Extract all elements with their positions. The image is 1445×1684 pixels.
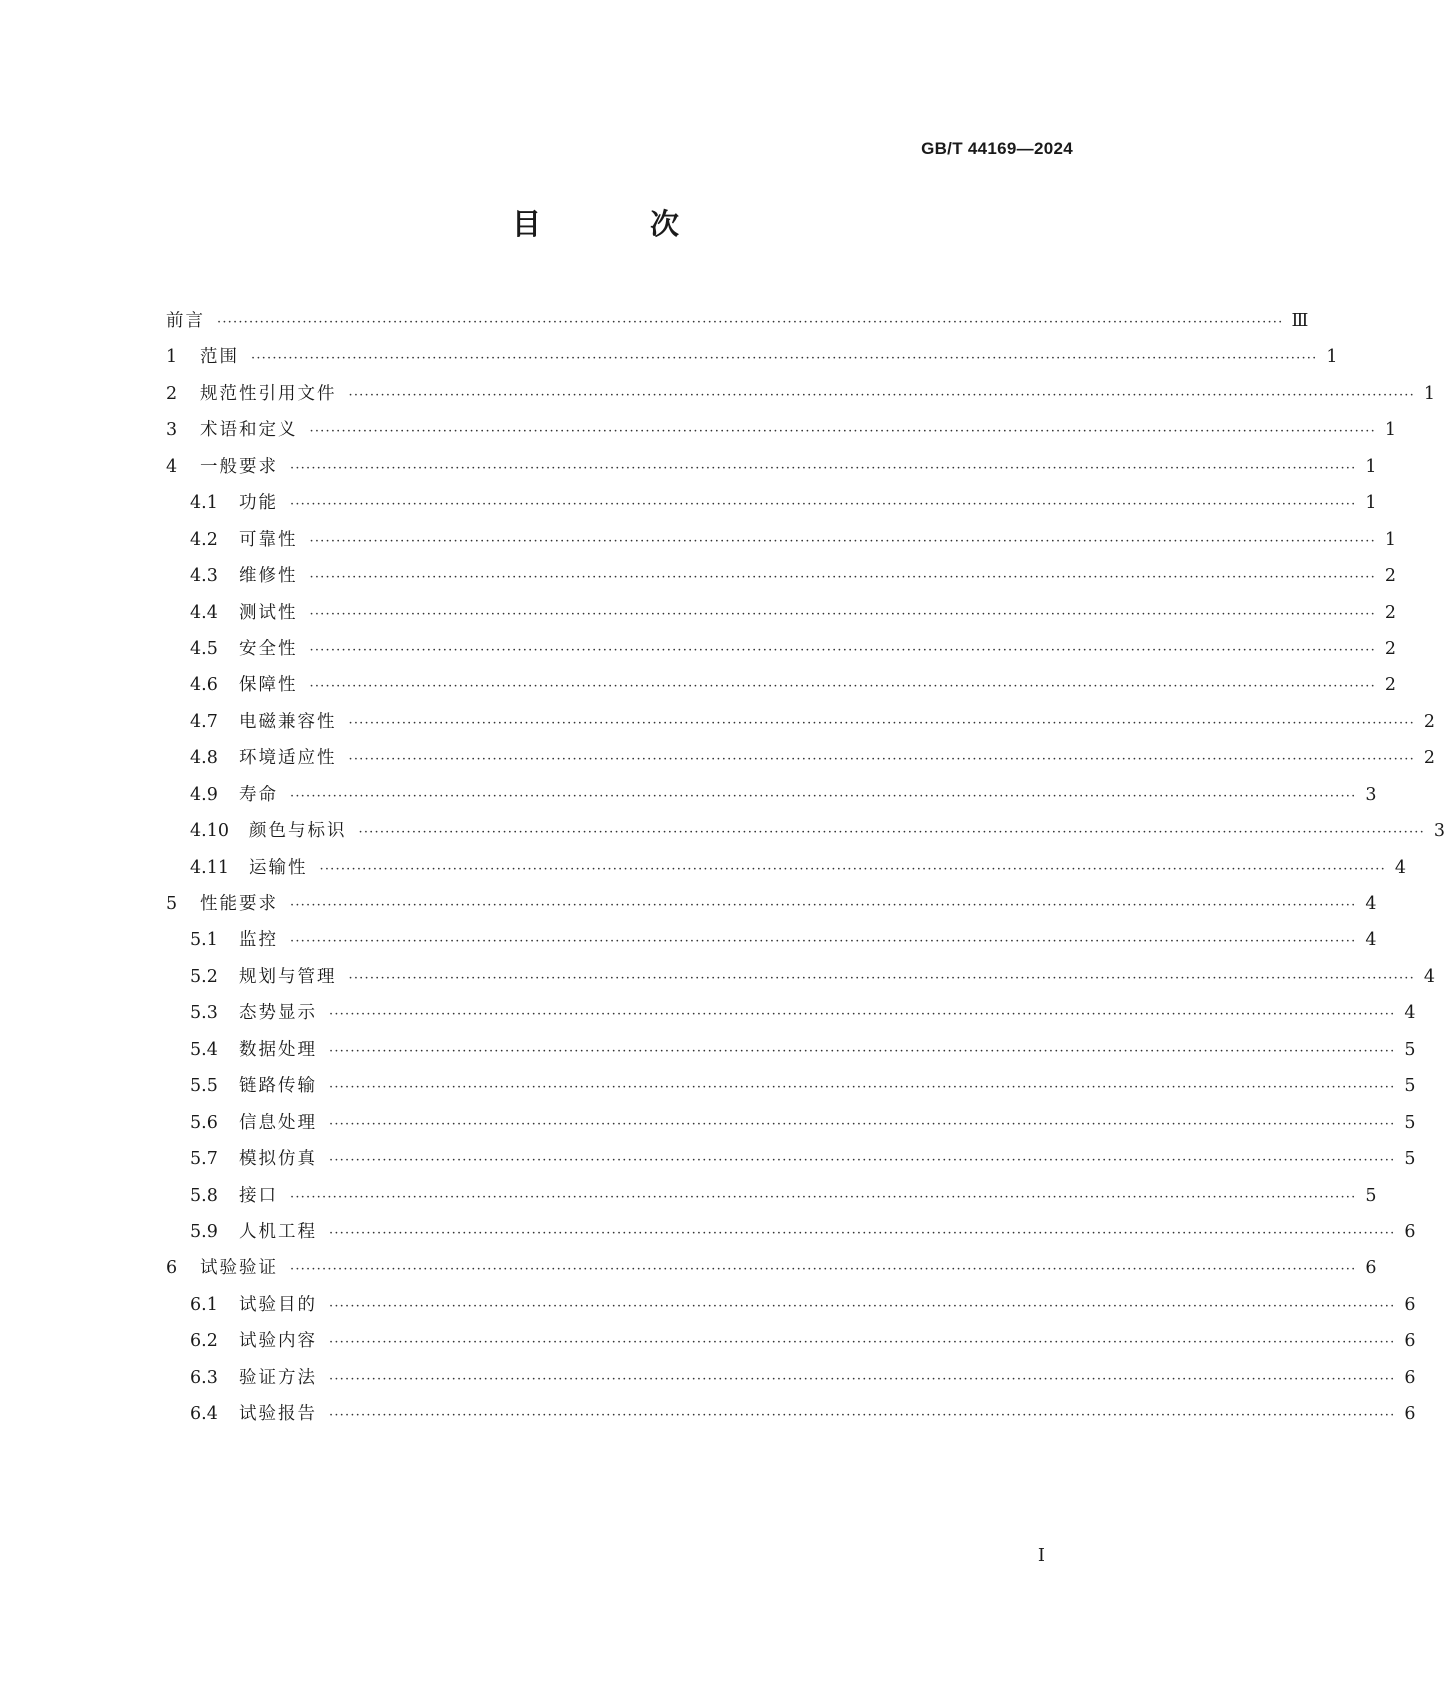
toc-entry-page: 5 — [1404, 1039, 1416, 1060]
toc-entry-label: 试验内容 — [239, 1331, 317, 1352]
toc-entry-page: 6 — [1404, 1221, 1416, 1242]
toc-entry-label: 颜色与标识 — [249, 821, 347, 842]
toc-entry[interactable] — [166, 959, 1435, 995]
toc-entry-number: 5.4 — [190, 1039, 218, 1060]
toc-entry-page: 4 — [1404, 1003, 1416, 1024]
dot-leader: ········································································································································································································ — [290, 1262, 1357, 1278]
toc-entry-label: 安全性 — [239, 638, 298, 659]
toc-entry-number: 4.10 — [190, 821, 229, 842]
dot-leader: ········································································································································································································ — [329, 1116, 1396, 1132]
dot-leader: ········································································································································································································ — [290, 898, 1357, 913]
toc-entry-label: 人机工程 — [239, 1221, 317, 1242]
toc-entry-number: 6.4 — [190, 1404, 218, 1425]
toc-entry-page: 4 — [1365, 930, 1377, 951]
toc-entry-page: 4 — [1365, 894, 1377, 914]
toc-entry-label: 寿命 — [239, 784, 278, 805]
toc-entry-page: 1 — [1365, 456, 1377, 477]
toc-entry-number: 4.2 — [190, 529, 218, 550]
toc-entry-label: 验证方法 — [239, 1367, 317, 1388]
toc-entry-label: 可靠性 — [239, 529, 298, 550]
toc-entry[interactable] — [166, 522, 1396, 558]
toc-entry-page: 4 — [1394, 857, 1406, 878]
toc-entry-label: 态势显示 — [239, 1003, 317, 1024]
toc-entry-number: 1 — [166, 347, 178, 368]
toc-entry-page: 2 — [1384, 566, 1396, 587]
toc-entry-number: 3 — [166, 420, 178, 441]
dot-leader: ········································································································································································································ — [358, 825, 1425, 841]
toc-entry-label: 环境适应性 — [239, 748, 337, 769]
toc-entry[interactable] — [166, 667, 1396, 703]
toc-entry-number: 5.1 — [190, 930, 218, 951]
dot-leader: ········································································································································································································ — [329, 1335, 1396, 1351]
dot-leader: ········································································································································································································ — [309, 424, 1376, 440]
standard-number: GB/T 44169—2024 — [921, 139, 1073, 158]
dot-leader: ········································································································································································································ — [290, 460, 1357, 476]
toc-entry-label: 链路传输 — [239, 1076, 317, 1097]
page-title: 目 次 — [511, 207, 719, 241]
toc-entry[interactable] — [166, 922, 1377, 958]
toc-entry-page: 1 — [1326, 347, 1338, 368]
toc-entry-page: 6 — [1404, 1367, 1416, 1388]
toc-entry-page: 4 — [1423, 966, 1435, 987]
toc-entry[interactable] — [166, 1360, 1416, 1396]
toc-entry-number: 4.7 — [190, 711, 218, 732]
toc-entry[interactable] — [166, 850, 1406, 886]
toc-entry-page: 2 — [1384, 638, 1396, 659]
dot-leader: ········································································································································································································ — [290, 788, 1357, 804]
toc-entry-number: 4 — [166, 456, 178, 477]
toc-entry-number: 5.8 — [190, 1185, 218, 1206]
toc-entry-number: 6.1 — [190, 1294, 218, 1315]
toc-entry-label: 维修性 — [239, 566, 298, 587]
toc-entry-page: 5 — [1404, 1149, 1416, 1170]
toc-entry-page: 1 — [1423, 383, 1435, 404]
toc-entry-label: 监控 — [239, 930, 278, 951]
toc-entry-number: 5 — [166, 894, 178, 914]
toc-entry-page: 1 — [1365, 493, 1377, 514]
toc-entry-label: 试验目的 — [239, 1294, 317, 1315]
toc-entry-number: 4.9 — [190, 784, 218, 805]
toc-entry[interactable] — [166, 376, 1435, 412]
toc-entry-number: 5.5 — [190, 1076, 218, 1097]
dot-leader: ········································································································································································································ — [329, 1408, 1396, 1424]
toc-entry-page: 6 — [1404, 1331, 1416, 1352]
toc-entry[interactable] — [166, 339, 1338, 375]
dot-leader: ········································································································································································································ — [309, 606, 1376, 622]
toc-entry-label: 试验验证 — [200, 1258, 278, 1279]
table-of-contents — [166, 303, 1445, 1433]
toc-entry[interactable] — [166, 1141, 1416, 1177]
dot-leader: ········································································································································································································ — [348, 752, 1415, 768]
toc-entry[interactable] — [166, 631, 1396, 667]
toc-entry[interactable] — [166, 449, 1377, 485]
toc-entry-page: 2 — [1384, 602, 1396, 623]
toc-entry-number: 4.11 — [190, 857, 229, 878]
dot-leader: ········································································································································································································ — [309, 570, 1376, 586]
toc-entry[interactable] — [166, 303, 1309, 339]
toc-entry[interactable] — [166, 813, 1445, 849]
dot-leader: ········································································································································································································ — [329, 1080, 1396, 1096]
dot-leader: ········································································································································································································ — [319, 861, 1386, 877]
toc-entry[interactable] — [166, 777, 1377, 813]
toc-entry-label: 前言 — [166, 311, 205, 331]
toc-entry-page: 2 — [1423, 748, 1435, 769]
toc-entry-number: 5.6 — [190, 1112, 218, 1133]
toc-entry-page: Ⅲ — [1291, 311, 1309, 331]
toc-entry-number: 5.3 — [190, 1003, 218, 1024]
dot-leader: ········································································································································································································ — [290, 1189, 1357, 1205]
toc-entry-page: 5 — [1404, 1112, 1416, 1133]
toc-entry-number: 5.2 — [190, 966, 218, 987]
toc-entry-number: 4.4 — [190, 602, 218, 623]
toc-entry[interactable] — [166, 1323, 1416, 1359]
toc-entry-page: 3 — [1365, 784, 1377, 805]
toc-entry-number: 2 — [166, 383, 178, 404]
dot-leader: ········································································································································································································ — [329, 1007, 1396, 1023]
toc-entry-page: 1 — [1384, 420, 1396, 441]
toc-entry-label: 规范性引用文件 — [200, 383, 337, 404]
dot-leader: ········································································································································································································ — [329, 1153, 1396, 1169]
toc-entry-label: 模拟仿真 — [239, 1149, 317, 1170]
toc-entry[interactable] — [166, 740, 1435, 776]
toc-entry-label: 术语和定义 — [200, 420, 298, 441]
toc-entry-label: 运输性 — [249, 857, 308, 878]
toc-entry-number: 6 — [166, 1258, 178, 1279]
toc-entry-label: 测试性 — [239, 602, 298, 623]
dot-leader: ········································································································································································································ — [309, 533, 1376, 549]
toc-entry-number: 5.9 — [190, 1221, 218, 1242]
toc-entry[interactable] — [166, 412, 1396, 448]
toc-entry-number: 4.5 — [190, 638, 218, 659]
dot-leader: ········································································································································································································ — [348, 715, 1415, 731]
toc-entry-label: 电磁兼容性 — [239, 711, 337, 732]
toc-entry-label: 规划与管理 — [239, 966, 337, 987]
toc-entry[interactable] — [166, 1287, 1416, 1323]
toc-entry[interactable] — [166, 995, 1416, 1031]
dot-leader: ········································································································································································································ — [290, 497, 1357, 513]
toc-entry-label: 一般要求 — [200, 456, 278, 477]
toc-entry-number: 6.2 — [190, 1331, 218, 1352]
toc-entry-page: 5 — [1365, 1185, 1377, 1206]
dot-leader: ········································································································································································································ — [251, 351, 1318, 367]
toc-entry[interactable] — [166, 704, 1435, 740]
toc-entry-number: 6.3 — [190, 1367, 218, 1388]
toc-entry[interactable] — [166, 1250, 1377, 1286]
toc-entry[interactable] — [166, 1214, 1416, 1250]
toc-entry[interactable] — [166, 485, 1377, 521]
dot-leader: ········································································································································································································ — [309, 679, 1376, 695]
toc-entry-page: 2 — [1423, 711, 1435, 732]
toc-entry-number: 4.3 — [190, 566, 218, 587]
dot-leader: ········································································································································································································ — [329, 1298, 1396, 1314]
toc-entry-number: 4.8 — [190, 748, 218, 769]
toc-entry-label: 数据处理 — [239, 1039, 317, 1060]
toc-entry-label: 保障性 — [239, 675, 298, 696]
toc-entry-number: 5.7 — [190, 1149, 218, 1170]
toc-entry-page: 6 — [1404, 1294, 1416, 1315]
toc-entry[interactable] — [166, 1178, 1377, 1214]
dot-leader: ········································································································································································································ — [329, 1043, 1396, 1059]
dot-leader: ········································································································································································································ — [217, 315, 1284, 330]
toc-entry[interactable] — [166, 1068, 1416, 1104]
dot-leader: ········································································································································································································ — [329, 1371, 1396, 1387]
toc-entry[interactable] — [166, 886, 1377, 922]
toc-entry-page: 1 — [1384, 529, 1396, 550]
toc-entry-label: 性能要求 — [200, 894, 278, 914]
toc-entry-label: 功能 — [239, 493, 278, 514]
toc-entry-number: 4.6 — [190, 675, 218, 696]
toc-entry-page: 5 — [1404, 1076, 1416, 1097]
toc-entry-page: 2 — [1384, 675, 1396, 696]
toc-entry[interactable] — [166, 558, 1396, 594]
toc-entry-page: 3 — [1433, 821, 1445, 842]
dot-leader: ········································································································································································································ — [290, 934, 1357, 950]
toc-entry-label: 信息处理 — [239, 1112, 317, 1133]
toc-entry-page: 6 — [1404, 1404, 1416, 1425]
toc-entry[interactable] — [166, 1032, 1416, 1068]
dot-leader: ········································································································································································································ — [329, 1225, 1396, 1241]
toc-entry-page: 6 — [1365, 1258, 1377, 1279]
footer-page-number: I — [1037, 1545, 1045, 1566]
toc-entry-label: 范围 — [200, 347, 239, 368]
toc-entry[interactable] — [166, 1396, 1416, 1432]
toc-entry[interactable] — [166, 1105, 1416, 1141]
toc-entry-label: 试验报告 — [239, 1404, 317, 1425]
toc-entry-number: 4.1 — [190, 493, 218, 514]
toc-entry[interactable] — [166, 595, 1396, 631]
dot-leader: ········································································································································································································ — [348, 387, 1415, 403]
dot-leader: ········································································································································································································ — [309, 642, 1376, 658]
toc-entry-label: 接口 — [239, 1185, 278, 1206]
dot-leader: ········································································································································································································ — [348, 970, 1415, 986]
